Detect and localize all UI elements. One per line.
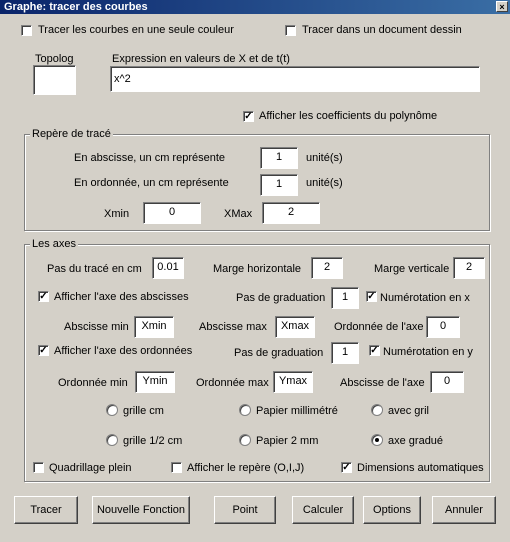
marge-h-label: Marge horizontale [213,263,302,275]
show-x-axis-checkbox[interactable]: ✓ [39,291,48,302]
drawing-doc-label: Tracer dans un document dessin [302,24,462,36]
radio-papier-millimetre[interactable] [239,404,251,416]
abs-max-label: Abscisse max [199,321,267,333]
grad-y-input[interactable]: 1 [331,342,359,364]
x-unit-input[interactable]: 1 [260,147,298,169]
marge-v-input[interactable]: 2 [453,257,485,279]
radio-avec-gril[interactable] [371,404,383,416]
grad-y-label: Pas de graduation [234,347,324,359]
radio-grille-cm-label: grille cm [123,405,164,417]
xmax-input[interactable]: 2 [262,202,320,224]
radio-grille-half-cm[interactable] [106,434,118,446]
expression-label: Expression en valeurs de X et de t(t) [112,53,290,65]
marge-h-input[interactable]: 2 [311,257,343,279]
radio-axe-gradue[interactable] [371,434,383,446]
topology-input[interactable] [33,65,76,95]
pas-label: Pas du tracé en cm [47,263,142,275]
y-unit-input[interactable]: 1 [260,174,298,196]
ord-max-label: Ordonnée max [196,377,269,389]
radio-grille-half-cm-label: grille 1/2 cm [123,435,183,447]
show-y-axis-checkbox[interactable]: ✓ [39,345,48,356]
tracer-button[interactable]: Tracer [14,496,78,524]
repere-label: Afficher le repère (O,I,J) [187,462,305,474]
repere-title: Repère de tracé [32,128,111,140]
grad-x-label: Pas de graduation [236,292,326,304]
show-coeffs-label: Afficher les coefficients du polynôme [259,110,438,122]
y-unit-prefix: En ordonnée, un cm représente [74,177,229,189]
ord-max-input[interactable]: Ymax [273,371,313,393]
drawing-doc-checkbox[interactable] [285,25,296,36]
auto-dims-checkbox[interactable]: ✓ [342,462,351,473]
num-y-label: Numérotation en y [383,346,473,358]
annuler-button[interactable]: Annuler [432,496,496,524]
new-function-button[interactable]: Nouvelle Fonction [92,496,190,524]
options-button[interactable]: Options [363,496,421,524]
abs-min-label: Abscisse min [64,321,129,333]
radio-axe-gradue-label: axe gradué [388,435,444,447]
show-x-axis-label: Afficher l'axe des abscisses [54,291,189,303]
abs-axe-label: Abscisse de l'axe [340,377,425,389]
xmax-label: XMax [224,208,253,220]
axes-title: Les axes [32,238,77,250]
close-icon[interactable]: × [496,1,508,12]
repere-checkbox[interactable] [171,462,182,473]
title-bar [0,0,510,14]
ord-axe-input[interactable]: 0 [426,316,460,338]
grad-x-input[interactable]: 1 [331,287,359,309]
xmin-input[interactable]: 0 [143,202,201,224]
show-coeffs-checkbox[interactable]: ✓ [244,111,253,122]
topology-label: Topolog [35,53,74,65]
expression-input[interactable]: x^2 [110,66,480,92]
marge-v-label: Marge verticale [374,263,450,275]
quadrillage-label: Quadrillage plein [49,462,132,474]
x-unit-prefix: En abscisse, un cm représente [74,152,226,164]
calculer-button[interactable]: Calculer [292,496,354,524]
radio-avec-gril-label: avec gril [388,405,429,417]
ord-min-input[interactable]: Ymin [135,371,175,393]
num-x-label: Numérotation en x [380,292,470,304]
num-x-checkbox[interactable]: ✓ [367,291,376,302]
radio-papier-2mm[interactable] [239,434,251,446]
single-color-checkbox[interactable] [21,25,32,36]
radio-papier-2mm-label: Papier 2 mm [256,435,319,447]
auto-dims-label: Dimensions automatiques [357,462,484,474]
abs-min-input[interactable]: Xmin [134,316,174,338]
x-unit-suffix: unité(s) [306,152,343,164]
ord-axe-label: Ordonnée de l'axe [334,321,424,333]
single-color-label: Tracer les courbes en une seule couleur [38,24,234,36]
ord-min-label: Ordonnée min [58,377,128,389]
window-title: Graphe: tracer des courbes [4,1,148,13]
show-y-axis-label: Afficher l'axe des ordonnées [54,345,193,357]
num-y-checkbox[interactable]: ✓ [370,345,379,356]
radio-grille-cm[interactable] [106,404,118,416]
abs-axe-input[interactable]: 0 [430,371,464,393]
point-button[interactable]: Point [214,496,276,524]
xmin-label: Xmin [104,208,130,220]
abs-max-input[interactable]: Xmax [275,316,315,338]
radio-papier-millimetre-label: Papier millimétré [256,405,338,417]
pas-input[interactable]: 0.01 [152,257,184,279]
y-unit-suffix: unité(s) [306,177,343,189]
quadrillage-checkbox[interactable] [33,462,44,473]
